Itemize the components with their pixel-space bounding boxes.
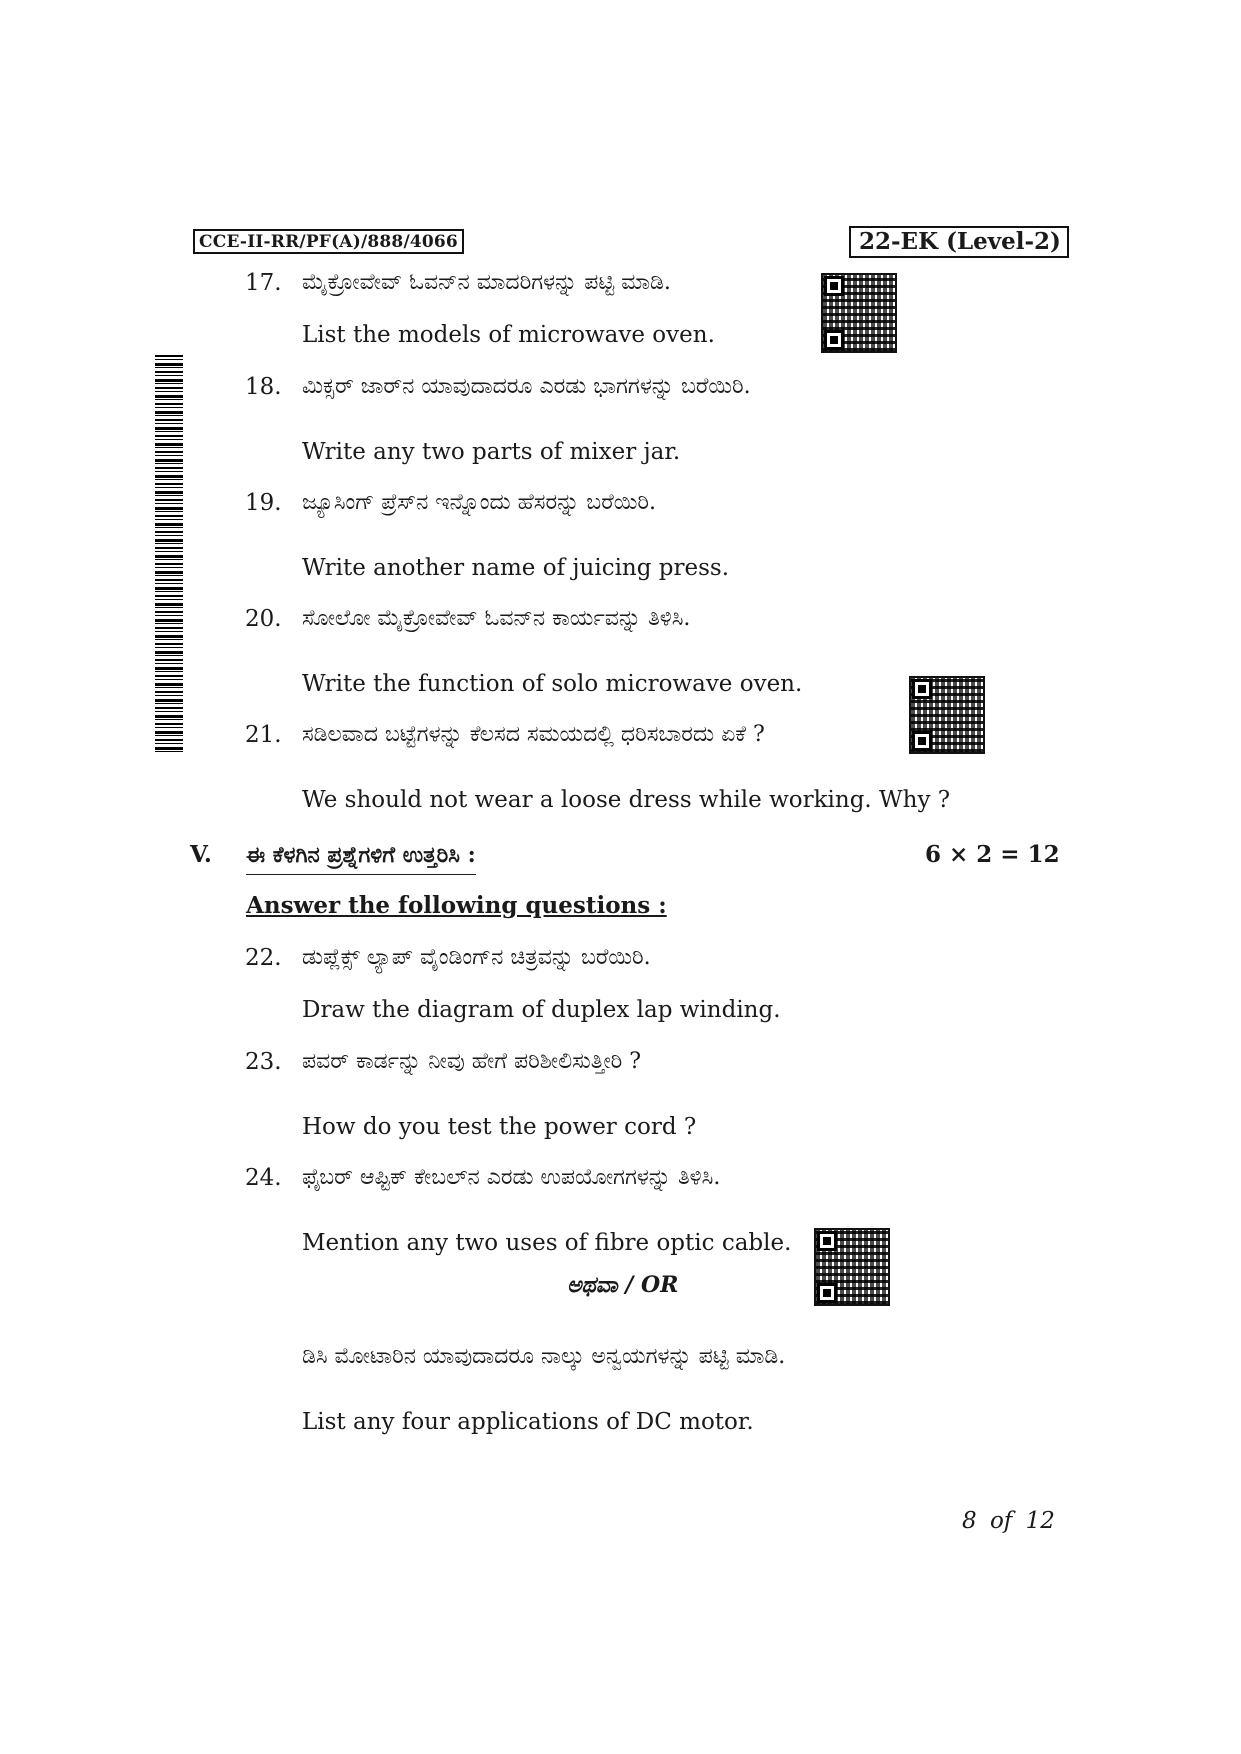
question-number: 18. <box>245 374 282 400</box>
question-number: 21. <box>245 722 282 748</box>
question-number: 24. <box>245 1165 282 1191</box>
question-text-english: How do you test the power cord ? <box>302 1114 697 1140</box>
question-text-kannada: ಸೋಲೋ ಮೈಕ್ರೋವೇವ್ ಓವನ್‌ನ ಕಾರ್ಯವನ್ನು ತಿಳಿಸಿ. <box>302 606 691 631</box>
question-text-kannada: ಫೈಬರ್ ಆಪ್ಟಿಕ್ ಕೇಬಲ್‌ನ ಎರಡು ಉಪಯೋಗಗಳನ್ನು ತಿಳಿಸಿ. <box>302 1165 721 1190</box>
qr-code-middle <box>909 676 985 754</box>
question-text-kannada: ಮಿಕ್ಸರ್ ಜಾರ್‌ನ ಯಾವುದಾದರೂ ಎರಡು ಭಾಗಗಳನ್ನು ಬರೆಯಿರಿ. <box>302 374 751 399</box>
question-text-english: Draw the diagram of duplex lap winding. <box>302 997 781 1023</box>
question-number: 22. <box>245 945 282 971</box>
section-heading-kannada: ಈ ಕೆಳಗಿನ ಪ್ರಶ್ನೆಗಳಿಗೆ ಉತ್ತರಿಸಿ : <box>246 840 476 875</box>
question-text-english: Write another name of juicing press. <box>302 555 730 581</box>
question-number: 19. <box>245 490 282 516</box>
question-text-english: List the models of microwave oven. <box>302 322 715 348</box>
section-number: V. <box>190 841 212 868</box>
level-label: 22-EK (Level-2) <box>849 226 1069 258</box>
page-number: 8 of 12 <box>962 1508 1055 1534</box>
question-text-english: We should not wear a loose dress while working. Why ? <box>302 787 951 813</box>
section-marks: 6 × 2 = 12 <box>925 841 1060 868</box>
section-heading-english: Answer the following questions : <box>246 892 667 919</box>
question-number: 23. <box>245 1049 282 1075</box>
question-text-kannada: ಜ್ಯೂಸಿಂಗ್ ಪ್ರೆಸ್‌ನ ಇನ್ನೊಂದು ಹೆಸರನ್ನು ಬರೆಯಿರಿ. <box>302 490 656 515</box>
qr-code-bottom <box>814 1228 890 1306</box>
question-text-kannada: ಮೈಕ್ರೋವೇವ್ ಓವನ್‌ನ ಮಾದರಿಗಳನ್ನು ಪಟ್ಟಿ ಮಾಡಿ. <box>302 270 671 295</box>
alternative-question-kannada: ಡಿಸಿ ಮೋಟಾರಿನ ಯಾವುದಾದರೂ ನಾಲ್ಕು ಅನ್ವಯಗಳನ್ನು ಪಟ್ಟಿ ಮಾಡಿ. <box>302 1344 786 1369</box>
alternative-question-english: List any four applications of DC motor. <box>302 1409 754 1435</box>
question-text-kannada: ಡುಪ್ಲೆಕ್ಸ್ ಲ್ಯಾಪ್ ವೈಂಡಿಂಗ್‌ನ ಚಿತ್ರವನ್ನು ಬರೆಯಿರಿ. <box>302 945 651 970</box>
question-text-kannada: ಸಡಿಲವಾದ ಬಟ್ಟೆಗಳನ್ನು ಕೆಲಸದ ಸಮಯದಲ್ಲಿ ಧರಿಸಬಾರದು ಏಕೆ ? <box>302 722 765 747</box>
question-number: 17. <box>245 270 282 296</box>
question-text-kannada: ಪವರ್ ಕಾರ್ಡನ್ನು ನೀವು ಹೇಗೆ ಪರಿಶೀಲಿಸುತ್ತೀರಿ ? <box>302 1049 642 1074</box>
or-separator: ಅಥವಾ / OR <box>567 1272 679 1298</box>
question-text-english: Mention any two uses of fibre optic cable. <box>302 1230 792 1256</box>
qr-code-top <box>821 273 897 353</box>
question-text-english: Write any two parts of mixer jar. <box>302 439 681 465</box>
question-text-english: Write the function of solo microwave oven. <box>302 671 803 697</box>
question-number: 20. <box>245 606 282 632</box>
paper-code: CCE-II-RR/PF(A)/888/4066 <box>193 229 464 254</box>
side-barcode <box>155 355 183 753</box>
